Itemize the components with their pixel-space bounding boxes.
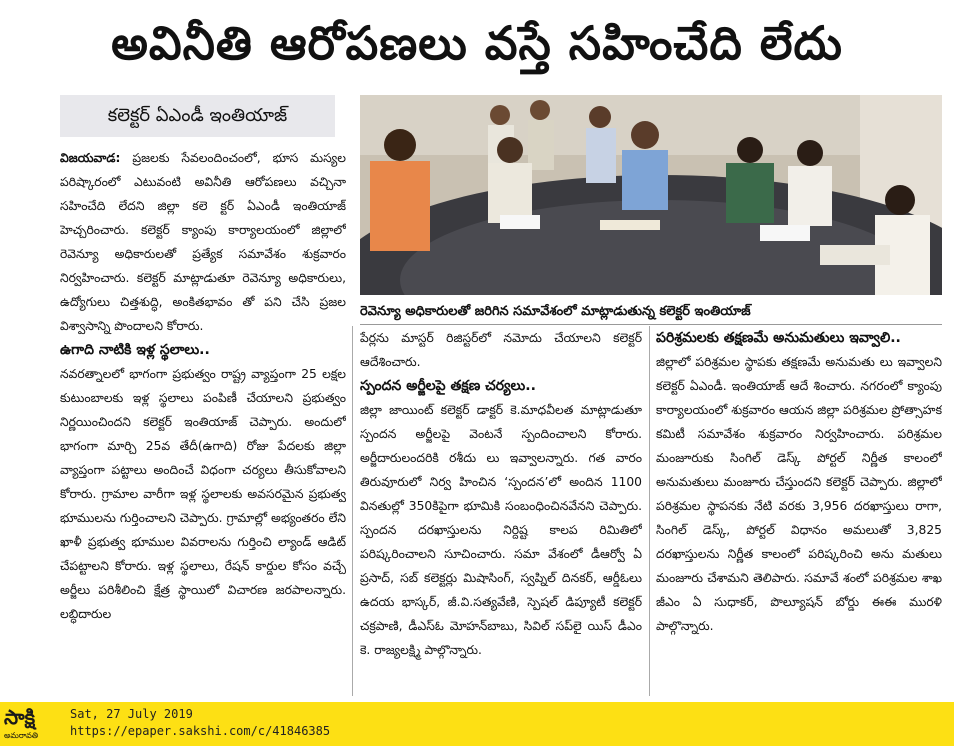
article-paragraph <box>60 146 346 338</box>
logo-text: సాక్షి <box>4 705 36 729</box>
article-paragraph: జిల్లాలో పరిశ్రమల స్థాపకు తక్షణమే అనుమతు లు ఇవ్వాలని కలెక్టర్ ఏఎండీ. ఇంతియాజ్ ఆదే శించారు. నగరంలో క్యాంపు కార్యాలయంలో శుక్రవారం ఆయన జిల్లా పరిశ్రమల ప్రోత్సాహక కమిటీ సమావేశం శుక్రవారం నిర్వహించారు. పరిశ్రమల మంజూరుకు సింగిల్ డెస్క్ పోర్టల్ నిర్ణీత కాలంలో అనుమతులు మంజూరు చేస్తుందని కలెక్టర్ చెప్పారు. జిల్లాలో పరిశ్రమల స్థాపనకు నేటి వరకు 3,956 దరఖాస్తులు రాగా, సింగిల్ డెస్క్, పోర్టల్ విధానం అమలుతో 3,825 దరఖాస్తులను నిర్ణీత కాలంలో పరిష్కరించి అను మతులు మంజూరు చేశామని తెలిపారు. సమావే శంలో పరిశ్రమల శాఖ జీఎం ఏ సుధాకర్, పొల్యూషన్ బోర్డు ఈఈ మురళి పాల్గొన్నారు. <box>656 355 942 633</box>
sakshi-logo[interactable] <box>4 704 64 744</box>
footer-info <box>70 706 330 740</box>
section-subheading: స్పందన అర్జీలపై తక్షణ చర్యలు.. <box>360 378 536 394</box>
meeting-photo <box>360 95 942 295</box>
article-paragraph: పేర్లను మాస్టర్ రిజిస్టర్‌లో నమోదు చేయాలని కలెక్టర్ ఆదేశించారు. <box>360 331 642 369</box>
article-paragraph: జిల్లా జాయింట్ కలెక్టర్ డాక్టర్ కె.మాధవీలత మాట్లాడుతూ స్పందన అర్జీలపై వెంటనే స్పందించాలని కోరారు. అర్జీదారులందరికి రశీదు లు ఇవ్వాలన్నారు. గత వారం తిరువూరులో నిర్వ హించిన ‘స్పందన’లో అందిన 1100 వినతుల్లో 350కిపైగా భూమికి సంబంధించినవేనని చెప్పారు. స్పందన దరఖాస్తులను నిర్దిష్ట కాలప రిమితిలో పరిష్కరించాలని సూచించారు. సమా వేశంలో డీఆర్వో ఏ ప్రసాద్, సబ్ కలెక్టర్లు మిషాసింగ్, స్వప్నిల్ దినకర్, ఆర్డీఓలు ఉదయ భాస్కర్, జీ.వి.సత్యవేణి, స్పెషల్ డిప్యూటీ కలెక్టర్ చక్రపాణి, డీఎస్ఓ మోహన్‌బాబు, సివిల్ సప్‌లై యిస్ డీఎం కె. రాజ్యలక్ష్మి పాల్గొన్నారు. <box>360 403 642 657</box>
article-column-1 <box>60 146 346 696</box>
article-text: ప్రజలకు సేవలందించంలో, భూస మస్యల పరిష్కారంలో ఎటువంటి అవినీతి ఆరోపణలు వచ్చినా సహించేది లేదని జిల్లా కలె క్టర్ ఏఎండీ ఇంతియాజ్ హెచ్చరించారు. కలెక్టర్ క్యాంపు కార్యాలయంలో జిల్లాలో రెవెన్యూ అధికారులతో ప్రత్యేక సమావేశం శుక్రవారం నిర్వహించారు. కలెక్టర్ మాట్లాడుతూ రెవెన్యూ అధికారులు, ఉద్యోగులు చిత్తశుద్ధి, అంకితభావం తో పని చేసి ప్రజల విశ్వాసాన్ని పొందాలని కోరారు. <box>60 151 346 333</box>
article-column-2 <box>360 326 642 696</box>
subheadline: కలెక్టర్ ఏఎండీ ఇంతియాజ్ <box>60 95 335 137</box>
article-paragraph: నవరత్నాలలో భాగంగా ప్రభుత్వం రాష్ట్ర వ్యాప్తంగా 25 లక్షల కుటుంబాలకు ఇళ్ల స్థలాలు పంపిణీ చేయాలని ప్రభుత్వం నిర్ణయించిందని కలెక్టర్ ఇంతియాజ్ చెప్పారు. అందులో భాగంగా మార్చి 25వ తేదీ(ఉగాది) రోజు పేదలకు జిల్లా వ్యాప్తంగా పట్టాలు అందించే విధంగా చర్యలు తీసుకోవాలని కోరారు. గ్రామాల వారీగా ఇళ్ల స్థలాలకు అవసరమైన ప్రభుత్వ భూములను గుర్తించాలని చెప్పారు. గ్రామాల్లో అభ్యంతరం లేని ఖాళీ ప్రభుత్వ భూముల వివరాలను గుర్తించి ల్యాండ్ ఆడిట్ చేపట్టాలని కోరారు. ఇళ్ల స్థలాలు, రేషన్ కార్డుల కోసం వచ్చే అర్జీలు పరిశీలించి క్షేత్ర స్థాయిలో విచారణ జరపాలన్నారు. లబ్ధిదారుల <box>60 367 346 621</box>
section-subheading: పరిశ్రమలకు తక్షణమే అనుమతులు ఇవ్వాలి.. <box>656 330 901 346</box>
epaper-url-link[interactable]: https://epaper.sakshi.com/c/41846385 <box>70 724 331 738</box>
photo-caption: రెవెన్యూ అధికారులతో జరిగిన సమావేశంలో మాట్లాడుతున్న కలెక్టర్ ఇంతియాజ్ <box>360 300 942 325</box>
meeting-photo-illustration <box>360 95 942 295</box>
headline: అవినీతి ఆరోపణలు వస్తే సహించేది లేదు <box>111 16 843 70</box>
footer-bar <box>0 702 954 746</box>
logo-subtext: అమరావతి <box>4 731 39 740</box>
section-subheading: ఉగాది నాటికి ఇళ్ల స్థలాలు.. <box>60 342 210 358</box>
article-column-3 <box>656 326 942 696</box>
dateline: విజయవాడ: <box>60 151 121 165</box>
column-divider <box>649 326 650 696</box>
publication-date: Sat, 27 July 2019 <box>70 707 193 721</box>
column-divider <box>352 326 353 696</box>
